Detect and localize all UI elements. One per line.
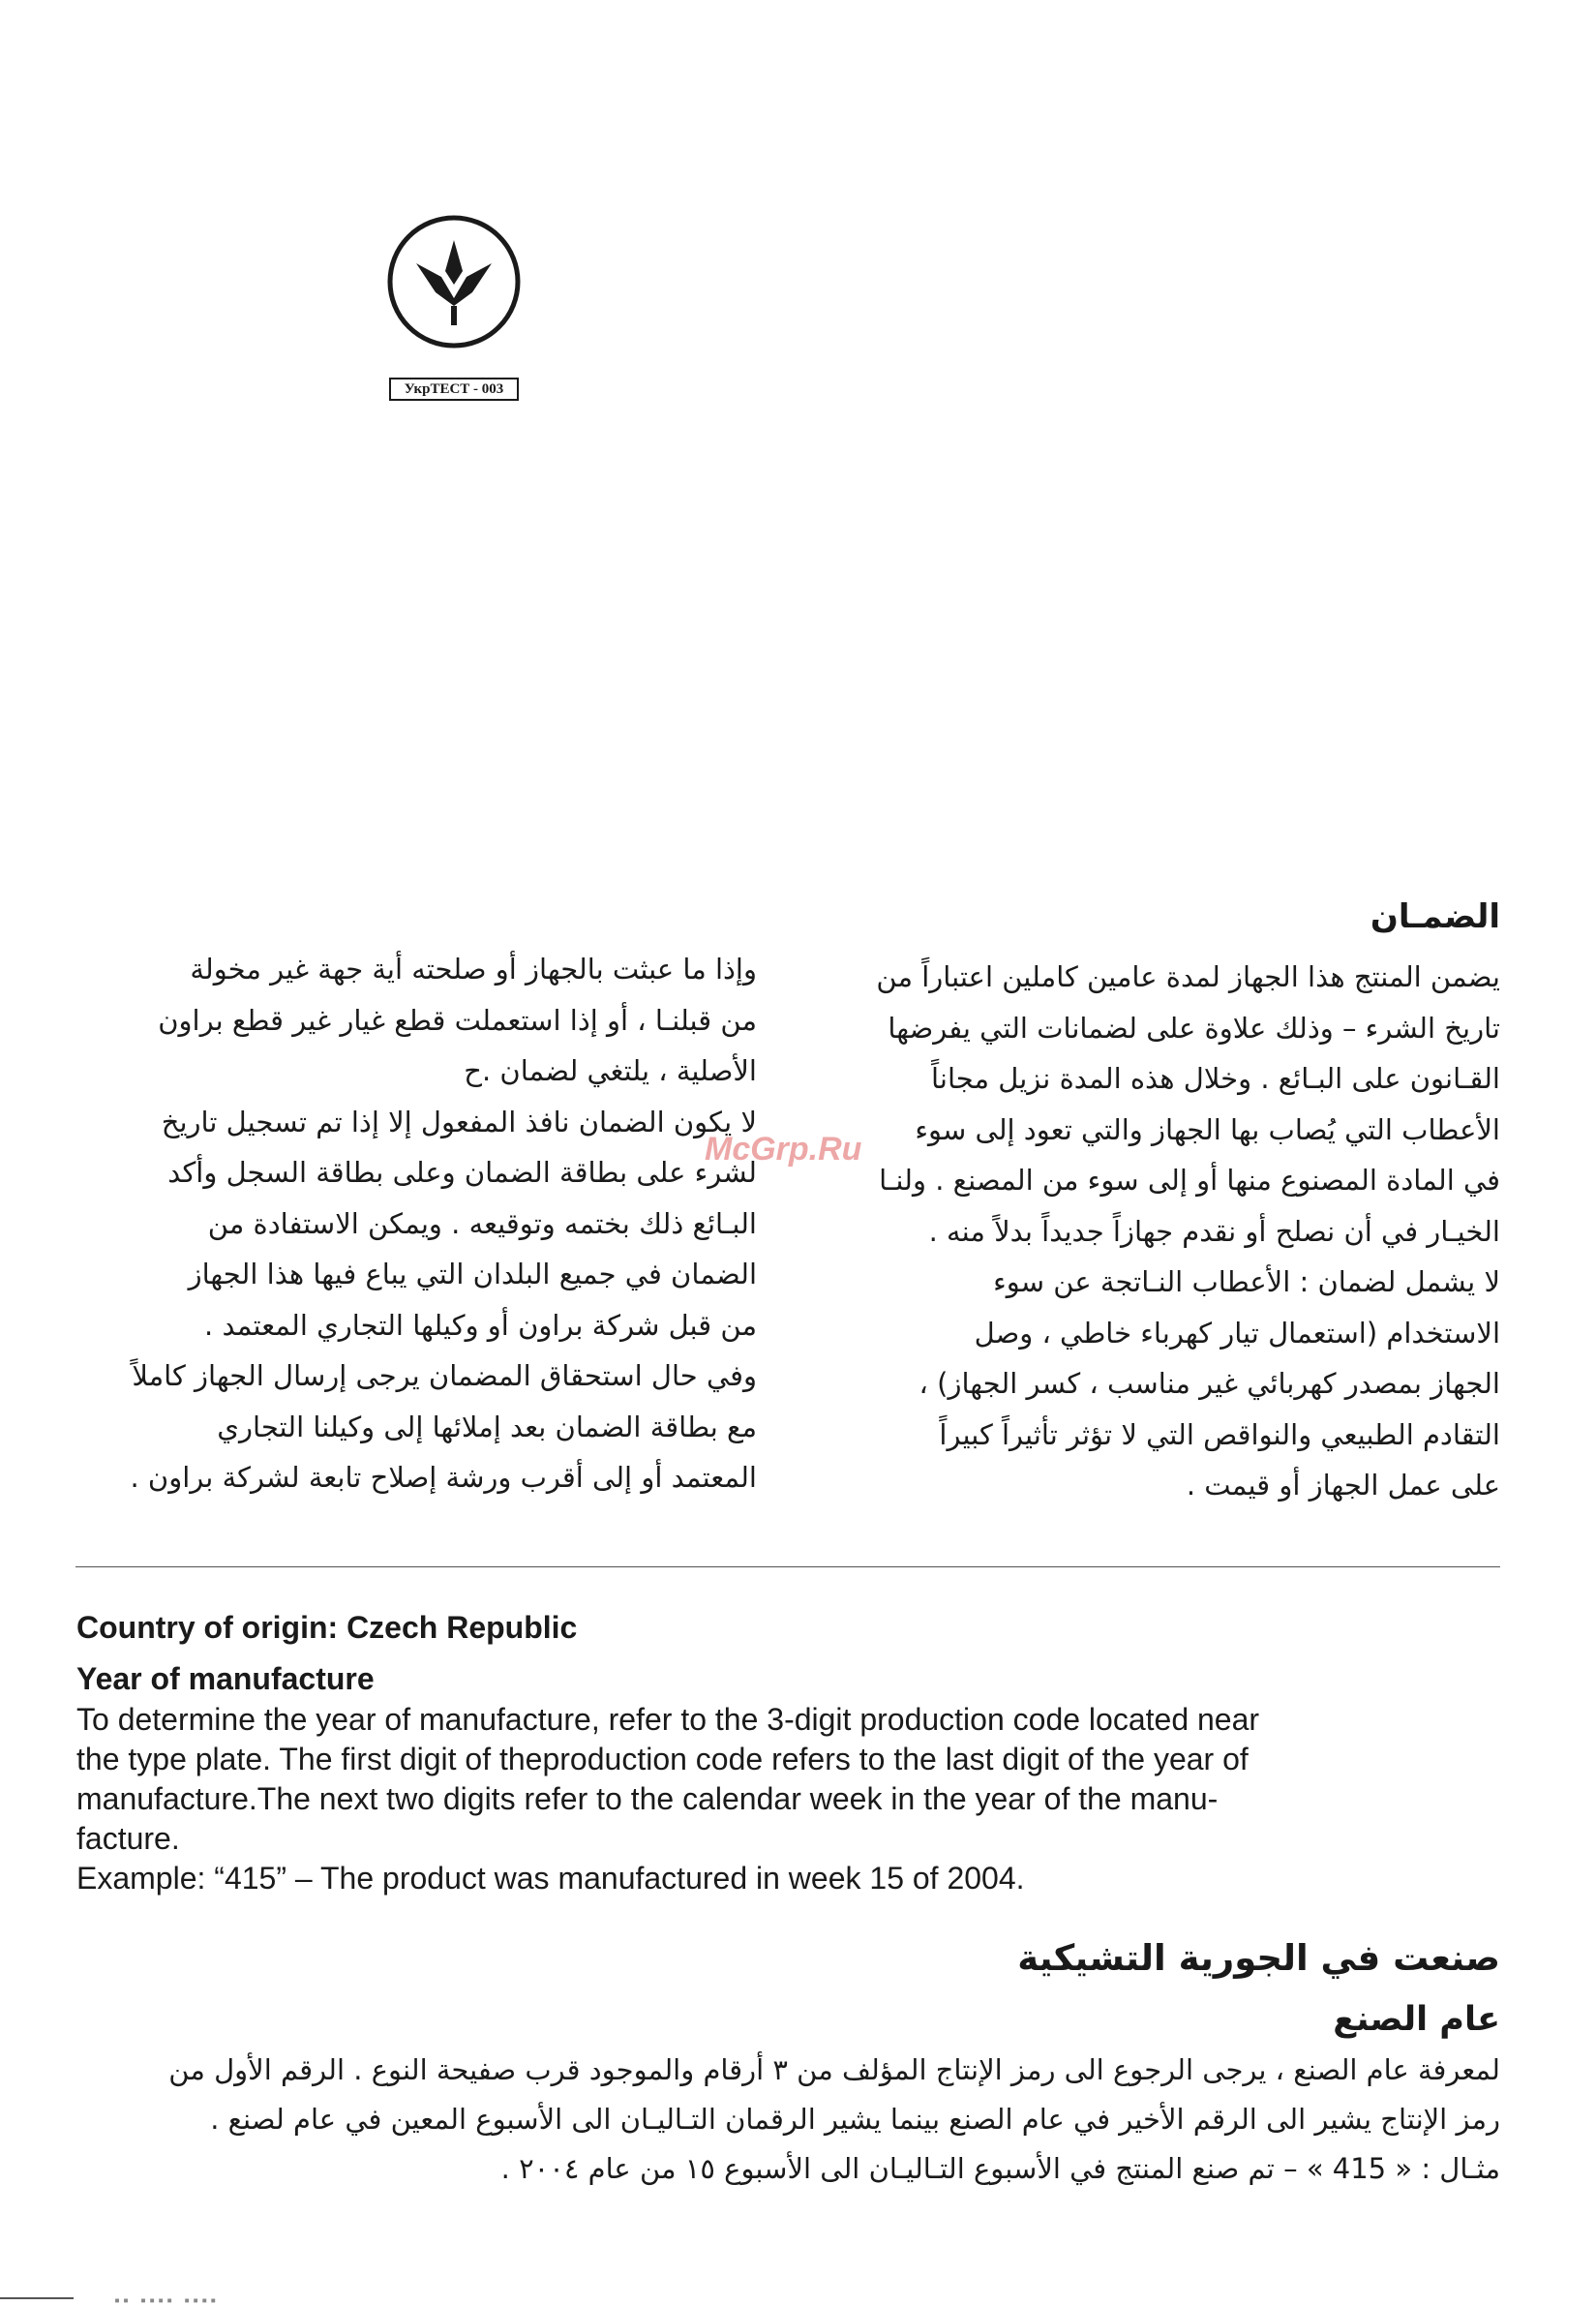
manufacture-text-line: the type plate. The first digit of theproduction code refers to the last digit of the year of [76,1742,1249,1776]
warranty-left-line: لا يكون الضمان نافذ المفعول إلا إذا تم تسجيل تاريخ [161,1105,757,1138]
certification-label: УкрТЕСТ - 003 [389,378,519,401]
manufacture-text-line: facture. [76,1821,180,1856]
warranty-left-line: الضمان في جميع البلدان التي يباع فيها هذا الجهاز [188,1258,757,1290]
manufacture-text-line: To determine the year of manufacture, refer to the 3-digit production code located near [76,1702,1260,1737]
manufacture-text-line-ar: رمز الإنتاج يشير الى الرقم الأخير في عام الصنع بينما يشير الرقمان التـاليـان الى الأسبوع المعين في عام لصنع . [210,2103,1500,2136]
conformity-mark-graphic [385,213,523,350]
footer-marks: ▪▪ ▪▪▪▪ ▪▪▪▪ [114,2295,220,2306]
warranty-left-line: لشرء على بطاقة الضمان وعلى بطاقة السجل وأكد [167,1156,757,1189]
warranty-left-line: من قبلنـا ، أو إذا استعملت قطع غيار غير قطع براون [158,1003,757,1037]
manufacture-text-line: manufacture.The next two digits refer to the calendar week in the year of the manu- [76,1781,1219,1816]
warranty-left-line: الأصلية ، يلتغي لضمان .ح [464,1054,757,1087]
warranty-right-line: لا يشمل لضمان : الأعطاب النـاتجة عن سوء [993,1265,1500,1298]
watermark: McGrp.Ru [705,1131,862,1168]
section-divider [75,1566,1500,1567]
manufacture-example-line: Example: “415” – The product was manufactured in week 15 of 2004. [76,1861,1025,1896]
warranty-right-line: الجهاز بمصدر كهربائي غير مناسب ، كسر الجهاز) ، [918,1367,1500,1400]
warranty-right-text [832,952,1500,1511]
warranty-left-line: من قبل شركة براون أو وكيلها التجاري المعتمد . [204,1308,757,1342]
warranty-title: الضمـان [1370,897,1500,936]
warranty-right-line: القـانون على البـائع . وخلال هذه المدة نزيل مجاناً [931,1062,1500,1095]
origin-section-en [76,1605,1501,1898]
warranty-left-line: المعتمد أو إلى أقرب ورشة إصلاح تابعة لشركة براون . [130,1461,757,1494]
warranty-left-line: مع بطاقة الضمان بعد إملائها إلى وكيلنا التجاري [217,1410,757,1443]
warranty-left-column [77,944,757,1503]
warranty-right-line: الخيـار في أن نصلح أو نقدم جهازاً جديداً بدلاً منه . [928,1214,1500,1248]
warranty-right-column [832,895,1500,1511]
manufacture-text-line-ar: لمعرفة عام الصنع ، يرجى الرجوع الى رمز الإنتاج المؤلف من ٣ أرقام والموجود قرب صفيحة النوع . الرقم الأول من [168,2053,1500,2086]
ukrainian-conformity-mark-icon [385,213,523,350]
year-of-manufacture-heading-ar: عام الصنع [1333,2000,1500,2039]
warranty-left-text [77,944,757,1503]
footer-rule [0,2297,74,2299]
manufacture-example-line-ar: مثـال : « 415 » – تم صنع المنتج في الأسبوع التـاليـان الى الأسبوع ١٥ من عام ٢٠٠٤ . [500,2152,1500,2185]
warranty-left-line: وفي حال استحقاق المضمان يرجى إرسال الجهاز كاملاً [132,1359,757,1392]
warranty-right-line: الاستخدام (استعمال تيار كهرباء خاطي ، وصل [974,1316,1500,1350]
warranty-right-line: الأعطاب التي يُصاب بها الجهاز والتي تعود إلى سوء [915,1112,1500,1146]
country-of-origin-heading: Country of origin: Czech Republic [76,1610,578,1645]
country-of-origin-heading-ar: صنعت في الجورية التشيكية [1017,1937,1500,1979]
warranty-right-line: في المادة المصنوع منها أو إلى سوء من المصنع . ولنـا [879,1164,1500,1197]
warranty-left-line: وإذا ما عبثت بالجهاز أو صلحته أية جهة غير مخولة [190,953,757,986]
year-of-manufacture-heading: Year of manufacture [76,1661,375,1696]
warranty-right-line: تاريخ الشرء – وذلك علاوة على لضمانات التي يفرضها [888,1011,1500,1045]
warranty-right-line: التقادم الطبيعي والنواقص التي لا تؤثر تأثيراً كبيراً [939,1417,1500,1451]
warranty-left-line: البـائع ذلك بختمه وتوقيعه . ويمكن الاستفادة من [207,1206,757,1240]
warranty-right-line: يضمن المنتج هذا الجهاز لمدة عامين كاملين اعتباراً من [876,960,1500,993]
origin-section-ar [77,1931,1500,2194]
warranty-right-line: على عمل الجهاز أو قيمت . [1186,1469,1500,1502]
